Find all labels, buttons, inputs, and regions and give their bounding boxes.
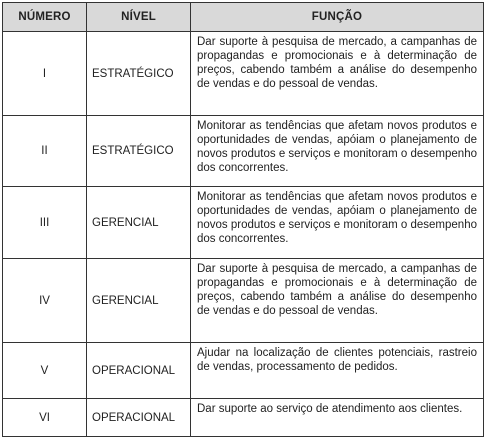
cell-numero: II (3, 116, 87, 187)
header-row (3, 3, 484, 32)
cell-funcao: Monitorar as tendências que afetam novos produtos e oportunidades de vendas, apóiam o planejamento de novos produtos e serviços e monitoram o desempenho dos concorrentes. (191, 187, 484, 259)
cell-nivel: GERENCIAL (87, 187, 191, 259)
cell-numero: VI (3, 399, 87, 437)
cell-nivel: ESTRATÉGICO (87, 32, 191, 116)
table-row (3, 259, 484, 343)
cell-nivel: ESTRATÉGICO (87, 116, 191, 187)
cell-funcao: Dar suporte à pesquisa de mercado, a campanhas de propagandas e promocionais e à determinação de preços, cabendo também a análise do desempenho de vendas e do pessoal de vendas. (191, 32, 484, 116)
header-nivel: NÍVEL (87, 3, 191, 32)
cell-numero: III (3, 187, 87, 259)
cell-nivel: OPERACIONAL (87, 343, 191, 399)
table-row (3, 399, 484, 437)
function-table (2, 2, 484, 437)
cell-nivel: GERENCIAL (87, 259, 191, 343)
table-row (3, 343, 484, 399)
header-funcao: FUNÇÃO (191, 3, 484, 32)
table-header (3, 3, 484, 32)
cell-numero: IV (3, 259, 87, 343)
cell-nivel: OPERACIONAL (87, 399, 191, 437)
cell-funcao: Dar suporte ao serviço de atendimento aos clientes. (191, 399, 484, 437)
cell-funcao: Dar suporte à pesquisa de mercado, a campanhas de propagandas e promocionais e à determinação de preços, cabendo também a análise do desempenho de vendas e do pessoal de vendas. (191, 259, 484, 343)
cell-numero: I (3, 32, 87, 116)
table-row (3, 32, 484, 116)
header-numero: NÚMERO (3, 3, 87, 32)
cell-funcao: Ajudar na localização de clientes potenciais, rastreio de vendas, processamento de pedidos. (191, 343, 484, 399)
cell-numero: V (3, 343, 87, 399)
table-row (3, 116, 484, 187)
table-body (3, 32, 484, 437)
cell-funcao: Monitorar as tendências que afetam novos produtos e oportunidades de vendas, apóiam o planejamento de novos produtos e serviços e monitoram o desempenho dos concorrentes. (191, 116, 484, 187)
table-row (3, 187, 484, 259)
